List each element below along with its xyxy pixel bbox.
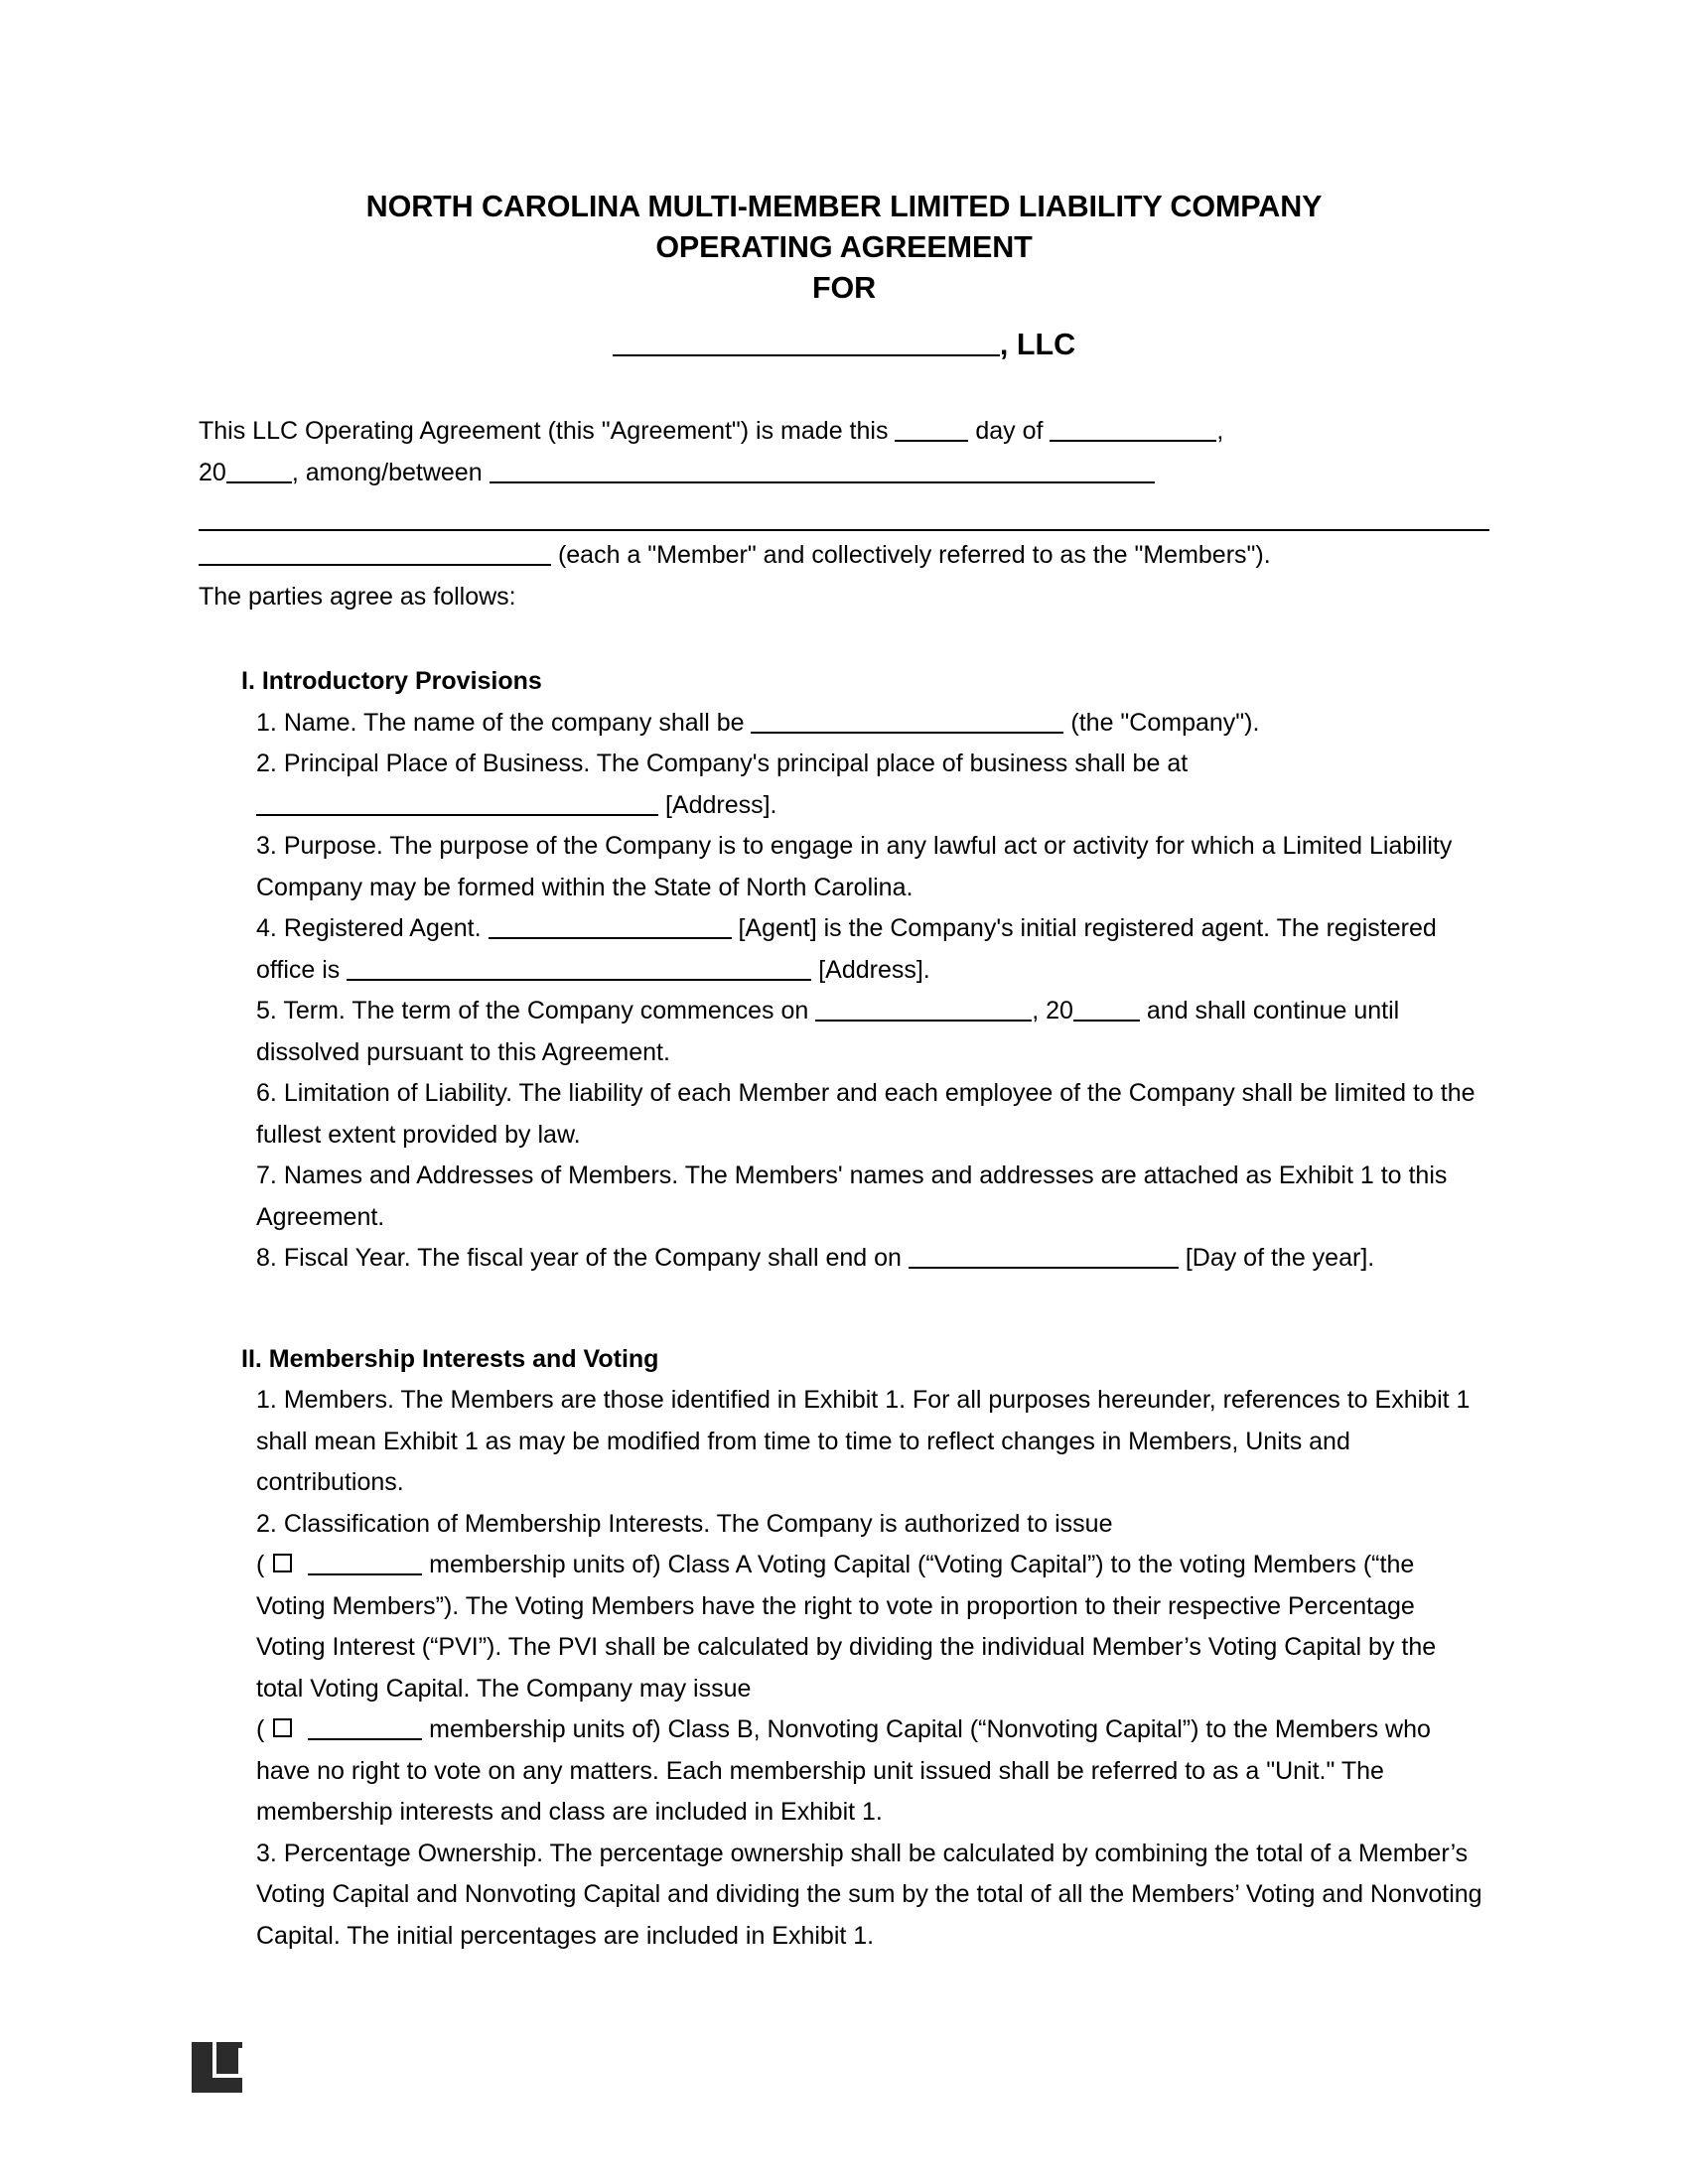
clause-2-2-text-3: membership units of) Class A Voting Capital (“Voting Capital”) to the voting Members (“the Voting Members”). The Voting Members have the right to vote in proportion to their respective Percentage Voting Interest (“PVI”). The PVI shall be calculated by dividing the individual Member’s Voting Capital by the total Voting Capital. The Company may issue: [256, 1551, 1437, 1703]
intro-seg-3: ,: [1216, 417, 1224, 445]
clause-8-title: Fiscal Year.: [283, 1244, 411, 1272]
intro-seg-6: (each a "Member" and collectively referred to as the "Members").: [551, 541, 1271, 569]
clause-8-text-before: The fiscal year of the Company shall end on: [410, 1244, 909, 1272]
fiscal-year-end-blank[interactable]: [909, 1267, 1179, 1269]
clause-1-number: 1.: [256, 708, 277, 737]
parties-blank-line-3[interactable]: [199, 564, 551, 566]
clause-4-text-mid: [Agent] is the Company's initial registered agent. The registered office is: [256, 914, 1437, 984]
clause-4-text-before: [482, 914, 489, 942]
clause-2-2-text-2: (: [256, 1551, 272, 1578]
parties-agree-line: The parties agree as follows:: [199, 582, 516, 611]
section-1-heading: I. Introductory Provisions: [241, 667, 542, 695]
title-line-1: NORTH CAROLINA MULTI-MEMBER LIMITED LIABILITY COMPANY: [365, 190, 1323, 223]
parties-blank-line-1[interactable]: [490, 481, 1155, 483]
clause-6-limitation-of-liability: [199, 1073, 1489, 1156]
clause-5-text-after: and shall continue until dissolved pursuant to this Agreement.: [256, 997, 1400, 1066]
clause-2-1-title: Members.: [283, 1386, 394, 1414]
section-introductory-provisions: [199, 661, 1489, 1280]
class-b-units-blank[interactable]: [308, 1738, 422, 1740]
month-blank[interactable]: [1050, 440, 1216, 442]
term-commence-year-blank[interactable]: [1073, 1020, 1140, 1022]
clause-2-3-percentage-ownership: [199, 1834, 1489, 1958]
clause-5-number: 5.: [256, 997, 277, 1024]
clause-2-3-title: Percentage Ownership.: [283, 1839, 544, 1867]
clause-4-registered-agent: [199, 908, 1489, 991]
clause-2-2-number: 2.: [256, 1509, 277, 1538]
clause-2-text-after: [Address].: [658, 790, 777, 819]
clause-3-purpose: [199, 826, 1489, 908]
parties-blank-line-2[interactable]: [199, 529, 1489, 531]
clause-4-text-after: [Address].: [811, 955, 930, 984]
title-company-name-line: [199, 325, 1489, 365]
clause-5-term: [199, 991, 1489, 1073]
year-blank[interactable]: [226, 481, 292, 483]
clause-7-names-and-addresses: [199, 1156, 1489, 1238]
legal-templates-logo-icon: [192, 2042, 242, 2093]
clause-7-title: Names and Addresses of Members.: [283, 1161, 679, 1189]
intro-paragraph: [199, 411, 1489, 617]
class-a-units-blank[interactable]: [308, 1573, 422, 1575]
clause-1-name: [199, 703, 1489, 745]
clause-1-text-after: (the "Company").: [1063, 708, 1260, 737]
clause-2-2-title: Classification of Membership Interests.: [283, 1509, 711, 1538]
document-content: [199, 0, 1489, 1957]
clause-4-title: Registered Agent.: [283, 914, 482, 942]
clause-2-1-number: 1.: [256, 1386, 277, 1414]
document-title: [199, 0, 1489, 309]
principal-address-blank[interactable]: [256, 814, 658, 816]
clause-3-number: 3.: [256, 832, 277, 860]
class-b-checkbox[interactable]: [273, 1718, 292, 1737]
company-name-blank[interactable]: [613, 354, 1000, 356]
intro-members-line: [199, 535, 1489, 577]
clause-3-title: Purpose.: [283, 832, 383, 860]
clause-2-3-number: 3.: [256, 1839, 277, 1867]
title-line-2: OPERATING AGREEMENT: [655, 230, 1033, 264]
intro-text-block: [199, 411, 1489, 493]
term-commence-date-blank[interactable]: [815, 1020, 1032, 1022]
company-name-field-blank[interactable]: [751, 732, 1063, 734]
intro-seg-1: This LLC Operating Agreement (this "Agreement") is made this: [199, 417, 896, 445]
clause-2-2-text-4: (: [256, 1715, 272, 1743]
clause-2-3-text: The percentage ownership shall be calculated by combining the total of a Member’s Voting Capital and Nonvoting Capital and dividing the sum by the total of all the Members’ Voting and Nonvoting Capital. The initial percentages are included in Exhibit 1.: [256, 1839, 1482, 1950]
clause-6-text: The liability of each Member and each employee of the Company shall be limited to the fullest extent provided by law.: [256, 1079, 1476, 1149]
clause-6-number: 6.: [256, 1079, 277, 1107]
clause-7-number: 7.: [256, 1161, 277, 1189]
clause-2-2-classification: [199, 1504, 1489, 1834]
class-a-checkbox[interactable]: [273, 1554, 292, 1572]
clause-1-text-before: The name of the company shall be: [356, 708, 752, 737]
clause-2-principal-place: [199, 744, 1489, 826]
clause-5-title: Term.: [283, 997, 346, 1024]
title-llc-suffix: , LLC: [999, 328, 1076, 361]
clause-2-1-members: [199, 1380, 1489, 1504]
title-line-3: FOR: [811, 271, 877, 305]
clause-8-text-after: [Day of the year].: [1178, 1244, 1375, 1272]
clause-7-text: The Members' names and addresses are attached as Exhibit 1 to this Agreement.: [256, 1161, 1448, 1231]
clause-1-title: Name.: [283, 708, 357, 737]
clause-5-text-mid: , 20: [1032, 997, 1073, 1024]
intro-seg-5: , among/between: [291, 458, 490, 486]
clause-6-title: Limitation of Liability.: [283, 1079, 513, 1107]
clause-8-number: 8.: [256, 1244, 277, 1272]
clause-4-number: 4.: [256, 914, 277, 942]
clause-2-1-text: The Members are those identified in Exhibit 1. For all purposes hereunder, references to Exhibit 1 shall mean Exhibit 1 as may be modified from time to time to reflect changes in Members, Units and contributions.: [256, 1386, 1471, 1496]
section-2-heading: II. Membership Interests and Voting: [241, 1344, 659, 1373]
clause-2-2-text-5: membership units of) Class B, Nonvoting Capital (“Nonvoting Capital”) to the Members who have no right to vote on any matters. Each membership unit issued shall be referred to as a "Unit." The membership interests and class are included in Exhibit 1.: [256, 1715, 1431, 1826]
section-membership-interests-and-voting: [199, 1339, 1489, 1958]
day-blank[interactable]: [895, 440, 968, 442]
clause-2-text-before: The Company's principal place of business shall be at: [590, 750, 1189, 777]
registered-office-blank[interactable]: [347, 979, 811, 981]
clause-3-text: The purpose of the Company is to engage in any lawful act or activity for which a Limited Liability Company may be formed within the State of North Carolina.: [256, 832, 1453, 901]
registered-agent-blank[interactable]: [489, 937, 732, 939]
clause-2-title: Principal Place of Business.: [283, 750, 591, 777]
intro-seg-4: 20: [199, 458, 226, 486]
clause-2-2-text-1: The Company is authorized to issue: [710, 1509, 1113, 1538]
intro-seg-2: day of: [968, 417, 1051, 445]
clause-2-number: 2.: [256, 750, 277, 777]
clause-5-text-before: The term of the Company commences on: [345, 997, 816, 1024]
clause-8-fiscal-year: [199, 1238, 1489, 1280]
